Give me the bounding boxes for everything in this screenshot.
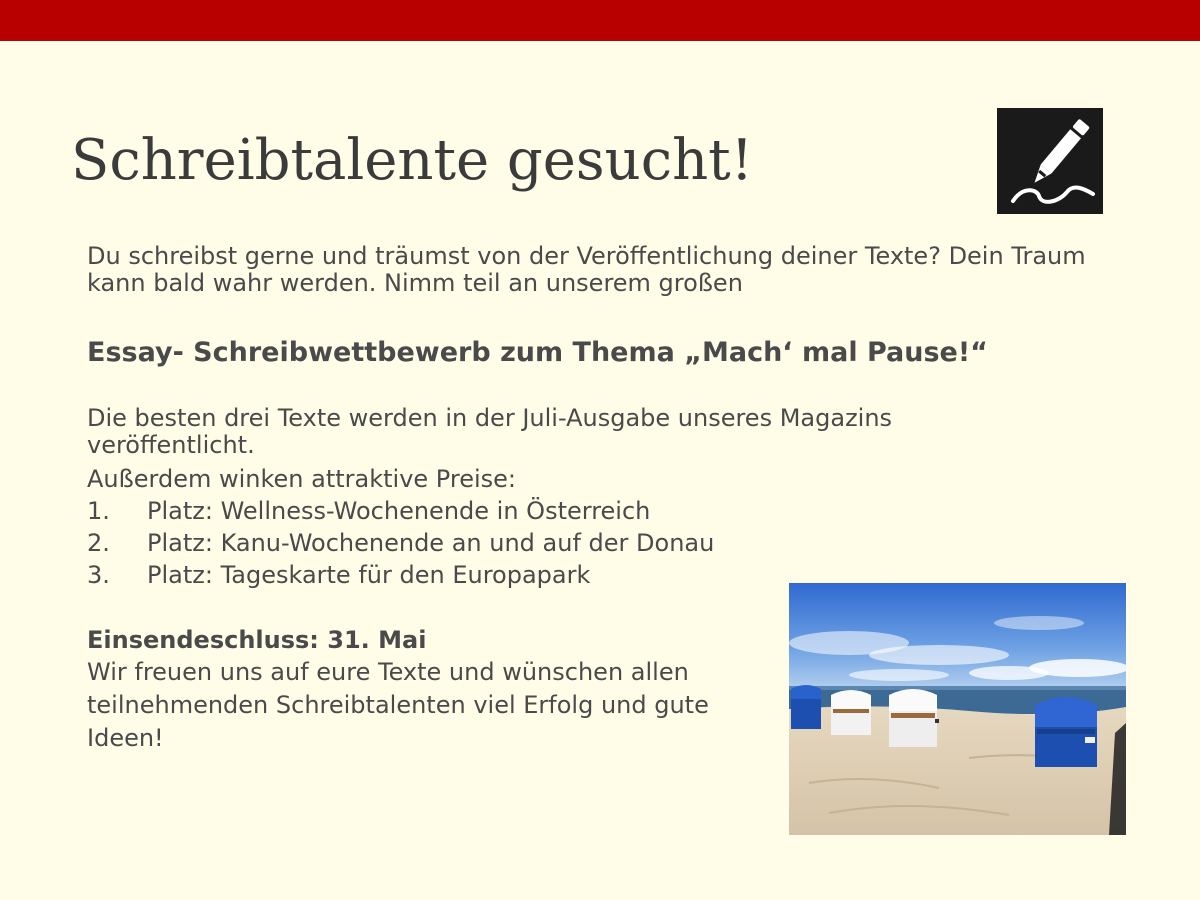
prizes-intro: Außerdem winken attraktive Preise:	[87, 465, 516, 493]
closing-text: Wir freuen uns auf eure Texte und wünschen allen teilnehmenden Schreibtalenten viel Erfolg und gute Ideen!	[87, 658, 709, 752]
prize-list	[87, 495, 714, 591]
essay-heading: Essay- Schreibwettbewerb zum Thema „Mach‘ mal Pause!“	[87, 337, 988, 368]
beach-photo	[789, 583, 1126, 835]
slide-title: Schreibtalente gesucht!	[71, 128, 754, 193]
prize-item	[87, 527, 714, 559]
pen-writing-icon	[997, 108, 1103, 214]
prize-item	[87, 495, 714, 527]
prize-item	[87, 559, 714, 591]
prize-number: 2.	[87, 529, 110, 557]
prize-text: Platz: Wellness-Wochenende in Österreich	[147, 497, 651, 525]
prize-text: Platz: Kanu-Wochenende an und auf der Donau	[147, 529, 715, 557]
publication-info: Die besten drei Texte werden in der Juli-Ausgabe unseres Magazins veröffentlicht.	[87, 404, 893, 459]
prize-number: 1.	[87, 497, 110, 525]
prize-text: Platz: Tageskarte für den Europapark	[147, 561, 591, 589]
prize-number: 3.	[87, 561, 110, 589]
intro-text: Du schreibst gerne und träumst von der Veröffentlichung deiner Texte? Dein Traum kann bald wahr werden. Nimm teil an unserem großen	[87, 242, 1086, 297]
deadline-text: Einsendeschluss: 31. Mai	[87, 626, 427, 654]
top-accent-bar	[0, 0, 1200, 41]
